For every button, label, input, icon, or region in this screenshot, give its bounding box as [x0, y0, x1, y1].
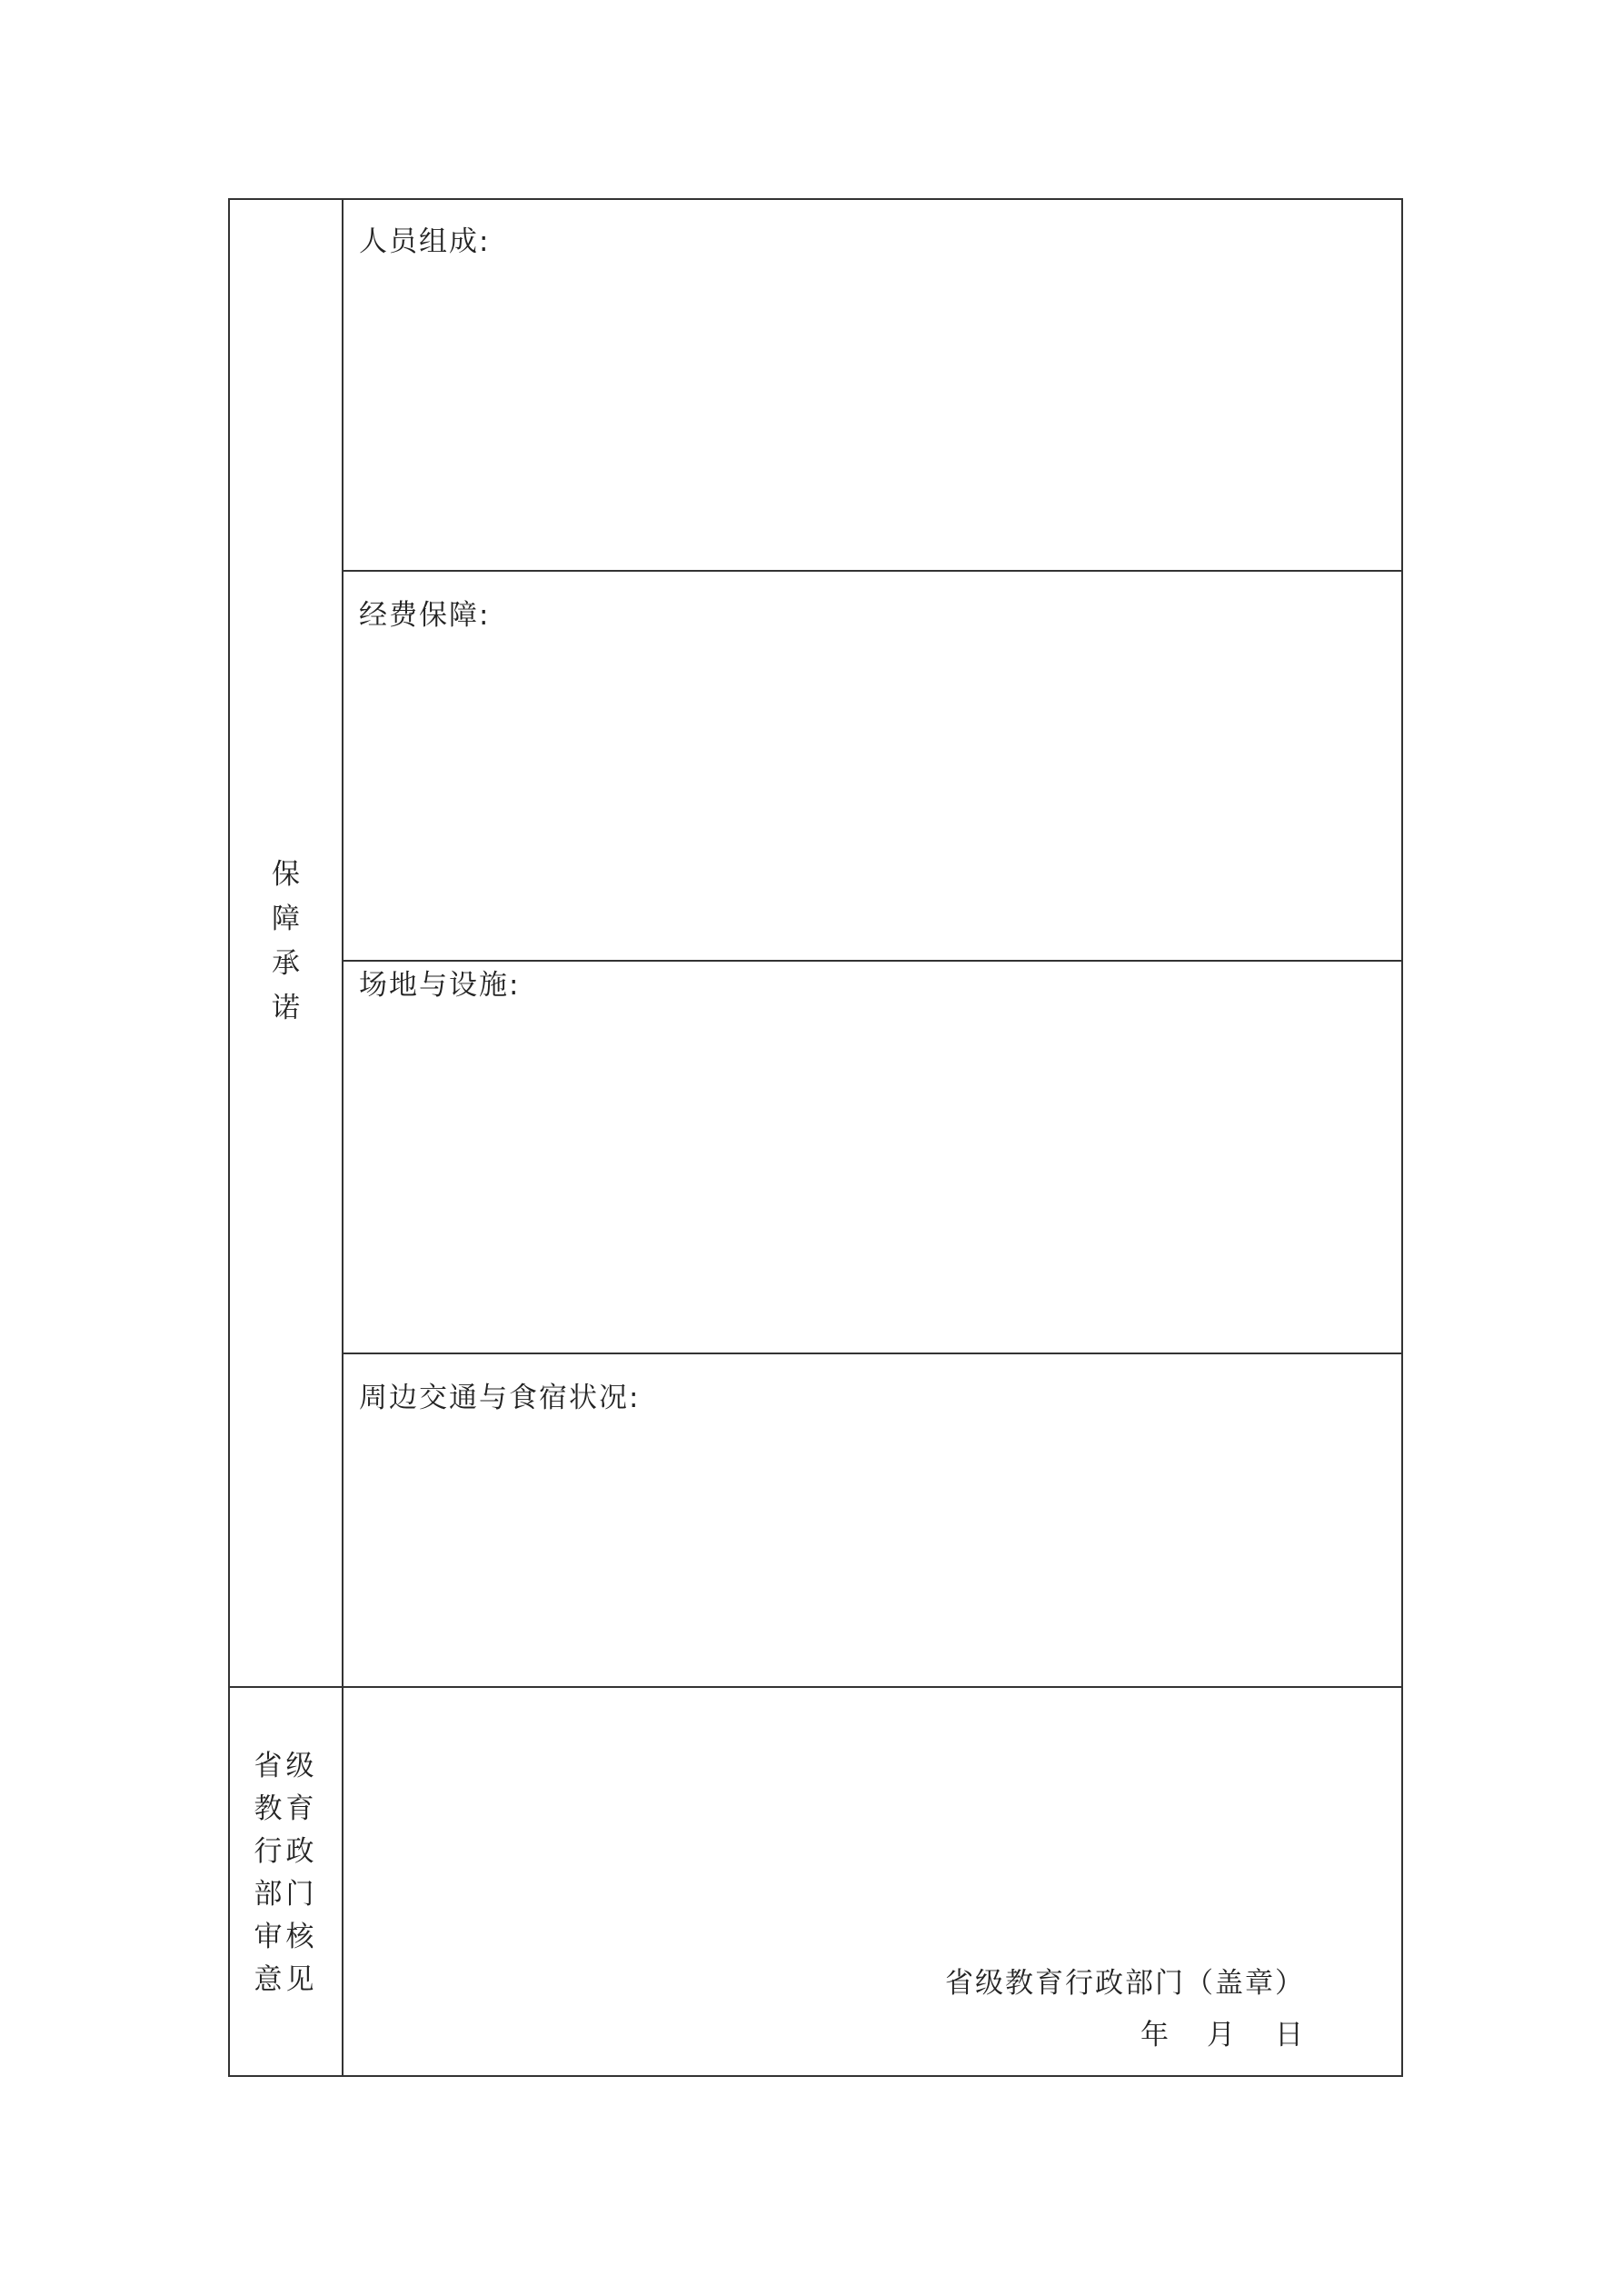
review-label-row: 审核 [254, 1921, 318, 1953]
form-table [228, 198, 1403, 2077]
review-label-row: 教育 [254, 1792, 318, 1825]
review-signature: 省级教育行政部门（盖章） [945, 1967, 1305, 2000]
review-section-label [230, 1745, 342, 2002]
guarantee-label-char: 障 [272, 903, 300, 935]
guarantee-label-char: 承 [272, 947, 300, 980]
date-year: 年 [1140, 2019, 1169, 2051]
guarantee-label-char: 诺 [272, 992, 300, 1024]
funding-field-label: 经费保障: [359, 599, 491, 632]
row-divider-3 [342, 1353, 1401, 1354]
date-month: 月 [1207, 2019, 1235, 2051]
review-label-row: 省级 [254, 1750, 318, 1782]
review-label-row: 行政 [254, 1835, 318, 1868]
review-label-row: 部门 [254, 1878, 318, 1911]
row-divider-1 [342, 570, 1401, 572]
row-divider-2 [342, 960, 1401, 962]
review-label-row: 意见 [254, 1963, 318, 1996]
guarantee-label-char: 保 [272, 858, 300, 891]
guarantee-section-label [230, 853, 342, 1031]
column-divider [342, 200, 344, 2075]
personnel-field-label: 人员组成: [359, 225, 491, 258]
section-divider [230, 1686, 1401, 1688]
transport-field-label: 周边交通与食宿状况: [359, 1382, 641, 1414]
venue-field-label: 场地与设施: [359, 969, 521, 1002]
date-day: 日 [1275, 2019, 1303, 2051]
